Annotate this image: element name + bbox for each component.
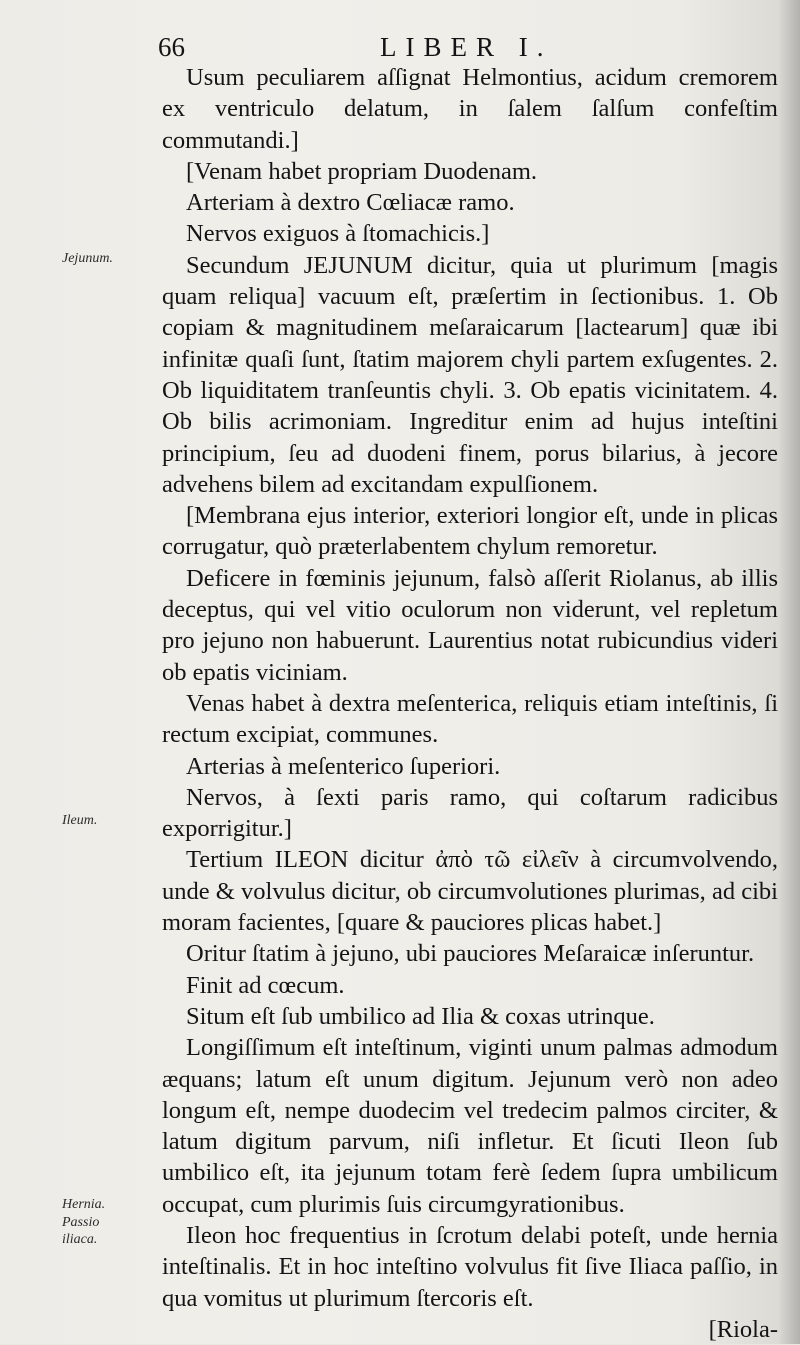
running-title: LIBER I.: [380, 32, 553, 62]
paragraph: Situm eſt ſub umbilico ad Ilia & coxas utrinque.: [186, 1002, 655, 1030]
paragraph: Nervos, à ſexti paris ramo, qui coſtarum radicibus exporrigitur.]: [162, 783, 778, 843]
paragraph: Usum peculiarem aſſignat Helmontius, acidum cremorem ex ventriculo delatum, in ſalem ſalſum confeſtim commutandi.]: [162, 64, 778, 154]
paragraph: Tertium ILEON dicitur ἀπὸ τῶ εἰλεῖν à circumvolvendo, unde & volvulus dicitur, ob circumvolutiones plurimas, ad cibi moram facientes, [quare & pauciores plicas habet.]: [162, 846, 778, 937]
paragraph: Nervos exiguos à ſtomachicis.]: [186, 220, 490, 248]
paragraph: Oritur ſtatim à jejuno, ubi pauciores Meſaraicæ inſeruntur.: [186, 940, 755, 968]
body-text: [162, 62, 778, 1345]
paragraph: Deficere in fœminis jejunum, falsò aſſerit Riolanus, ab illis deceptus, qui vel vitio oculorum non viderunt, vel repletum pro jejuno non habuerunt. Laurentius notat rubicundius videri ob epatis viciniam.: [162, 564, 778, 686]
margin-note-hernia: Hernia.: [62, 1197, 106, 1212]
catchword: [Riola-: [708, 1315, 778, 1343]
paragraph: Venas habet à dextra meſenterica, reliquis etiam inteſtinis, ſi rectum excipiat, communes.: [162, 689, 778, 749]
paragraph: Finit ad cœcum.: [186, 971, 345, 999]
margin-note-ileum: Ileum.: [62, 813, 98, 828]
paragraph: Arteriam à dextro Cœliacæ ramo.: [186, 189, 515, 217]
margin-note-passio-iliaca: Passio iliaca.: [62, 1215, 100, 1247]
paragraph: Longiſſimum eſt inteſtinum, viginti unum palmas admodum æquans; latum eſt unum digitum. Jejunum verò non adeo longum eſt, nempe duodecim vel tredecim palmos circiter, & latum digitum parvum, niſi infletur. Et ſicuti Ileon ſub umbilico eſt, ita jejunum totam ferè ſedem ſupra umbilicum occupat, cum plurimis ſuis circumgyrationibus.: [162, 1034, 778, 1218]
paragraph: Secundum JEJUNUM dicitur, quia ut plurimum [magis quam reliqua] vacuum eſt, præſertim in ſectionibus. 1. Ob copiam & magnitudinem meſaraicarum [lactearum] quæ ibi infinitæ quaſi ſunt, ſtatim majorem chyli partem exſugentes. 2. Ob liquiditatem tranſeuntis chyli. 3. Ob epatis vicinitatem. 4. Ob bilis acrimoniam. Ingreditur enim ad hujus inteſtini principium, ſeu ad duodeni finem, porus bilarius, à jecore advehens bilem ad excitandam expulſionem.: [162, 251, 778, 498]
paragraph: Arterias à meſenterico ſuperiori.: [186, 752, 501, 780]
paragraph: [Membrana ejus interior, exteriori longior eſt, unde in plicas corrugatur, quò præterlabentem chylum remoretur.: [162, 502, 778, 561]
paragraph: [Venam habet propriam Duodenam.: [186, 157, 538, 185]
page-number: 66: [158, 32, 185, 62]
page-gutter-shadow: [778, 0, 800, 1344]
margin-note-jejunum: Jejunum.: [62, 251, 113, 266]
paragraph: Ileon hoc frequentius in ſcrotum delabi poteſt, unde hernia inteſtinalis. Et in hoc inteſtino volvulus fit ſive Iliaca paſſio, in qua vomitus ut plurimum ſtercoris eſt.: [162, 1221, 778, 1312]
